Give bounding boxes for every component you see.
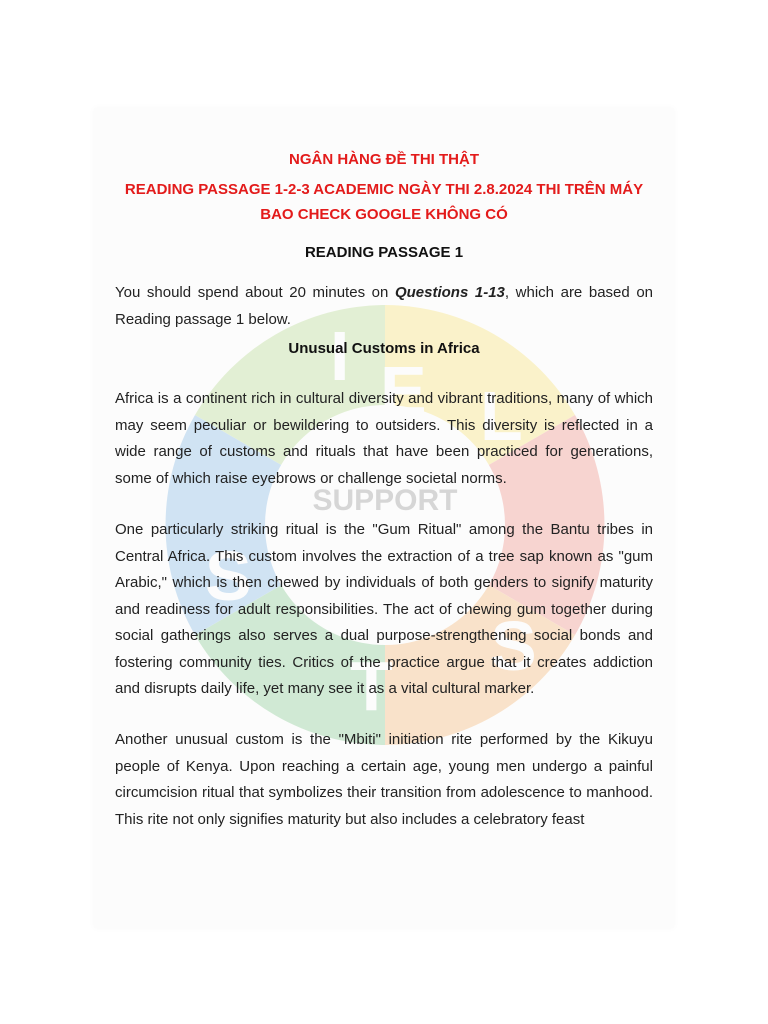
watermark-letter: E	[380, 352, 427, 430]
questions-range: Questions 1-13	[394, 284, 505, 301]
watermark-text: SUPPORT	[312, 484, 458, 517]
article-title: Unusual Customs in Africa	[288, 340, 480, 357]
watermark-letter: S	[205, 537, 252, 615]
paragraph: Africa is a continent rich in cultural diversity and vibrant traditions, many of which may seem peculiar or bewildering to outsiders. This diversity is reflected in a wide range of customs and rituals that have been practiced for generations, some of which raise eyebrows or challenge societal norms.	[115, 390, 653, 487]
instructions-after: , which are based on Reading passage 1 below.	[115, 284, 654, 328]
instructions-before: You should spend about 20 minutes on	[115, 284, 395, 301]
watermark-letter: T	[350, 647, 393, 725]
instructions	[115, 280, 653, 333]
paragraph: One particularly striking ritual is the "Gum Ritual" among the Bantu tribes in Central Africa. This custom involves the extraction of a tree sap known as "gum Arabic," which is then chewed by individuals of both genders to signify maturity and readiness for adult responsibilities. The act of chewing gum together during social gatherings also serves a dual purpose-strengthening social bonds and fostering community ties. Critics of the practice argue that it creates addiction and disrupts daily life, yet many see it as a vital cultural marker.	[115, 521, 653, 697]
header-line-3: BAO CHECK GOOGLE KHÔNG CÓ	[260, 206, 508, 223]
passage-title: READING PASSAGE 1	[304, 244, 464, 261]
watermark-letter: L	[480, 377, 523, 455]
header-line-1: NGÂN HÀNG ĐỀ THI THẬT	[289, 151, 479, 168]
watermark-letter: I	[330, 317, 350, 395]
watermark-letter: S	[490, 607, 537, 685]
header-line-2: READING PASSAGE 1-2-3 ACADEMIC NGÀY THI 2.8.2024 THI TRÊN MÁY	[124, 181, 644, 198]
paragraph: Another unusual custom is the "Mbiti" initiation rite performed by the Kikuyu people of Kenya. Upon reaching a certain age, young men undergo a painful circumcision ritual that symbolizes their transition from adolescence to manhood. This rite not only signifies maturity but also includes a celebratory feast	[115, 731, 653, 828]
